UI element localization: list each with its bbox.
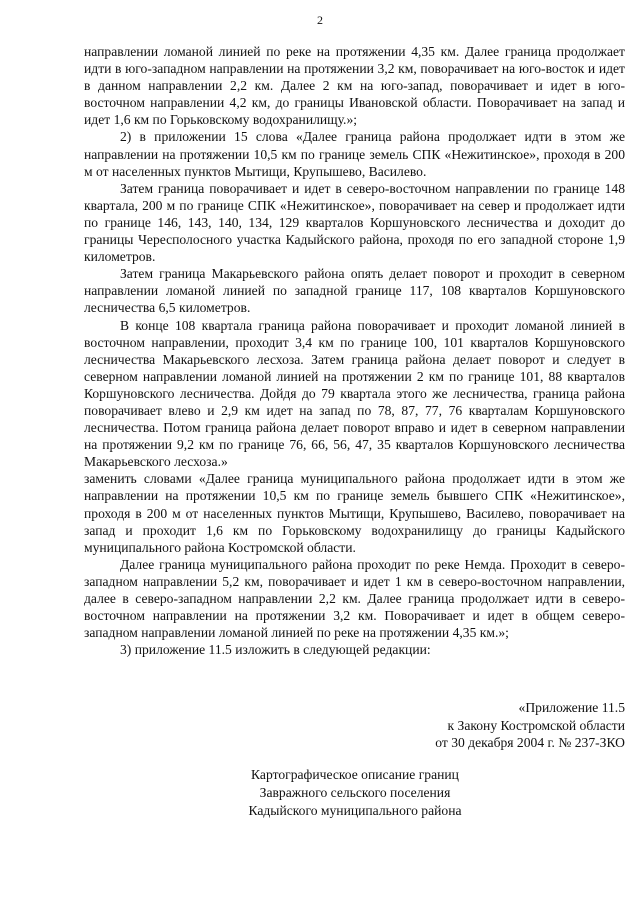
- title-line-1: Картографическое описание границ: [251, 767, 459, 782]
- paragraph-replace-with: заменить словами «Далее граница муниципального района продолжает идти в этом же направлении на протяжении 10,5 км по границе земель бывшего СПК «Нежитинское», проходя в 200 м от населенных пунктов Мытищи, Крупышево, Василево, поворачивает на запад и проходит 1,6 км по Горьковскому водохранилищу до границы Кадыйского муниципального района Костромской области.: [84, 471, 625, 555]
- paragraph-continuation: направлении ломаной линией по реке на протяжении 4,35 км. Далее граница продолжает идти в юго-западном направлении на протяжении 3,2 км, поворачивает на юго-восток и идет в данном направлении 2,2 км. Далее 2 км на юго-запад, поворачивает и идет в юго-восточном направлении 4,2 км, до границы Ивановской области. Поворачивает на запад и идет 1,6 км по Горьковскому водохранилищу.»;: [84, 44, 625, 128]
- appendix-ref-line-1: «Приложение 11.5: [518, 700, 625, 715]
- title-line-2: Завражного сельского поселения: [259, 785, 451, 800]
- appendix-reference: [300, 699, 625, 752]
- paragraph-quarter-108: В конце 108 квартала граница района поворачивает и проходит ломаной линией в восточном направлении, проходит 3,4 км по границе 100, 101 кварталов Коршуновского лесничества Макарьевского лесхоза. Затем граница района делает поворот и следует в северном направлении ломаной линией на протяжении 2 км по границе 101, 88 кварталов Коршуновского лесничества. Дойдя до 79 квартала этого же лесничества, граница района поворачивает влево и 2,9 км идет на запад по 78, 87, 77, 76 кварталам Коршуновского лесничества. Потом граница района делает поворот вправо и идет в северном направлении на протяжении 9,2 км по границе 76, 66, 56, 47, 35 кварталов Коршуновского лесничества Макарьевского лесхоза.»: [84, 317, 625, 470]
- paragraph-item-3: 3) приложение 11.5 изложить в следующей редакции:: [120, 642, 431, 658]
- body-text: [84, 43, 625, 658]
- paragraph-makaryev-turn: Затем граница Макарьевского района опять делает поворот и проходит в северном направлении ломаной линией по западной границе 117, 108 кварталов Коршуновского лесничества 6,5 километров.: [84, 266, 625, 316]
- title-line-3: Кадыйского муниципального района: [248, 803, 462, 818]
- section-title: [0, 766, 640, 820]
- appendix-ref-line-3: от 30 декабря 2004 г. № 237-ЗКО: [435, 735, 625, 751]
- appendix-ref-line-2: к Закону Костромской области: [447, 717, 625, 733]
- paragraph-nemda-river: Далее граница муниципального района проходит по реке Немда. Проходит в северо-западном направлении 5,2 км, поворачивает и идет 1 км в северо-восточном направлении, далее в северо-западном направлении 2,2 км. Далее граница продолжает идти в северо-восточном направлении на протяжении 3,2 км. Поворачивает и идет в общем северо-западном направлении ломаной линией по реке на протяжении 4,35 км.»;: [84, 556, 625, 641]
- page-number: 2: [317, 13, 323, 27]
- paragraph-item-2: 2) в приложении 15 слова «Далее граница района продолжает идти в этом же направлении на протяжении 10,5 км по границе земель СПК «Нежитинское», проходя в 200 м от населенных пунктов Мытищи, Крупышево, Василево.: [84, 129, 625, 179]
- paragraph-northeast-turn: Затем граница поворачивает и идет в северо-восточном направлении по границе 148 квартала, 200 м по границе СПК «Нежитинское», поворачивает на север и продолжает идти по границе 146, 143, 140, 134, 129 кварталов Коршуновского лесничества и доходит до границы Чересполосного участка Кадыйского района, проходя по его западной стороне 1,9 километров.: [84, 180, 625, 265]
